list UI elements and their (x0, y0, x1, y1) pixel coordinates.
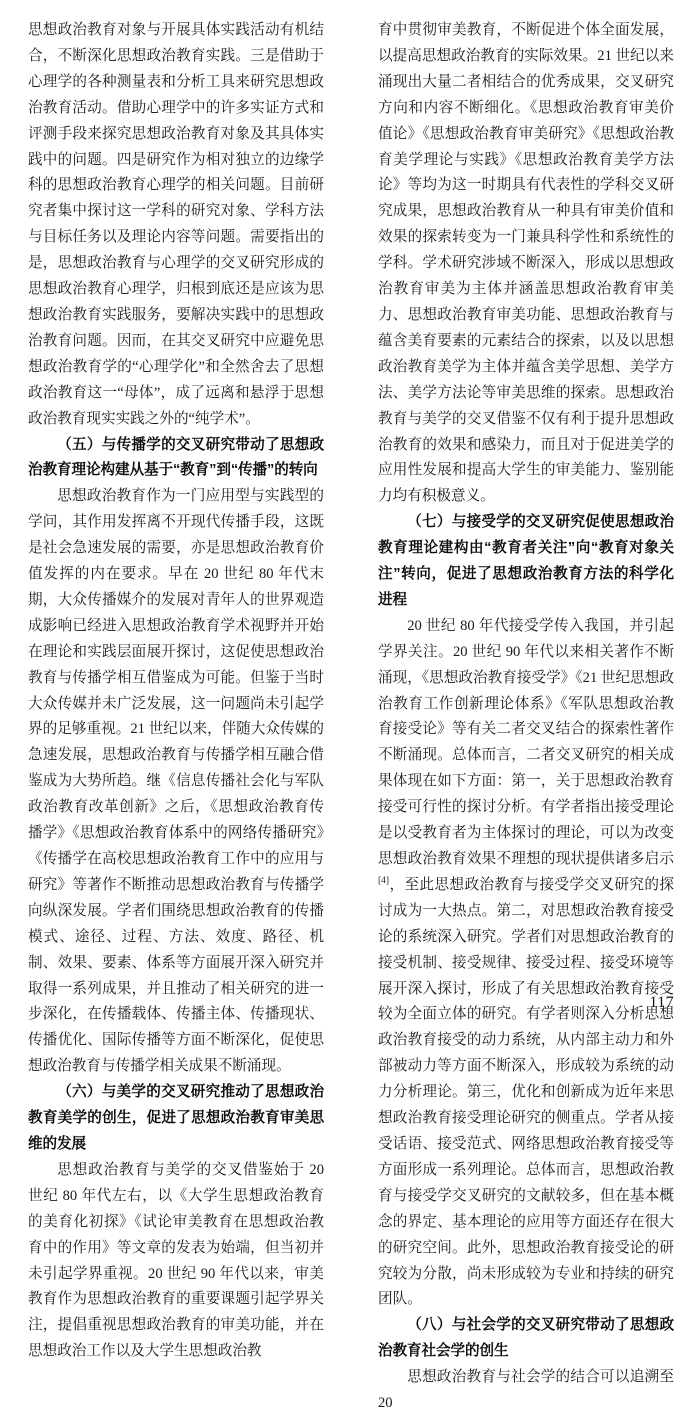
paragraph-reception-studies (378, 614, 674, 1313)
section-heading-seven: （七）与接受学的交叉研究促使思想政治教育理论建构由“教育者关注”向“教育对象关注”转向，促进了思想政治教育方法的科学化进程 (378, 514, 674, 608)
paragraph-continued-psychology: 思想政治教育对象与开展具体实践活动有机结合，不断深化思想政治教育实践。三是借助于心理学的各种测量表和分析工具来研究思想政治教育活动。借助心理学中的许多实证方式和评测手段来探究思想政治教育对象及其具体实践中的问题。四是研究作为相对独立的边缘学科的思想政治教育心理学的相关问题。目前研究者集中探讨这一学科的研究对象、学科方法与目标任务以及理论内容等问题。需要指出的是，思想政治教育与心理学的交叉研究形成的思想政治教育心理学，归根到底还是应该为思想政治教育实践服务，要解决实践中的思想政治教育问题。因而，在其交叉研究中应避免思想政治教育学的“心理学化”和全然舍去了思想政治教育这一“母体”，成了远离和悬浮于思想政治教育现实实践之外的“纯学术”。 (28, 22, 324, 427)
paragraph-reception-text-after: ，至此思想政治教育与接受学交叉研究的探讨成为一大热点。第二，对思想政治教育接受论的系统深入研究。学者们对思想政治教育的接受机制、接受规律、接受过程、接受环境等展开深入探讨，形成了有关思想政治教育接受较为全面立体的研究。有学者则深入分析思想政治教育接受的动力系统，从内部主动力和外部被动力等方面不断深入，形成较为系统的动力分析理论。第三，优化和创新成为近年来思想政治教育接受理论研究的侧重点。学者从接受话语、接受范式、网络思想政治教育接受等方面形成一系列理论。总体而言，思想政治教育与接受学交叉研究的文献较多，但在基本概念的界定、基本理论的应用等方面还存在很大的研究空间。此外，思想政治教育接受论的研究较为分散，尚未形成较为专业和持续的研究团队。 (378, 876, 674, 1308)
paragraph-sociology: 思想政治教育与社会学的结合可以追溯至 20 (378, 1369, 674, 1412)
section-heading-six: （六）与美学的交叉研究推动了思想政治教育美学的创生，促进了思想政治教育审美思维的发展 (28, 1084, 324, 1152)
paragraph-continued-aesthetics: 育中贯彻审美教育，不断促进个体全面发展，以提高思想政治教育的实际效果。21 世纪以来涌现出大量二者相结合的优秀成果，交叉研究方向和内容不断细化。《思想政治教育审美价值论》《思想政治教育审美研究》《思想政治教育美学理论与实践》《思想政治教育美学方法论》等均为这一时期具有代表性的学科交叉研究成果，思想政治教育从一种具有审美价值和效果的探索转变为一门兼具科学性和系统性的学科。学术研究涉域不断深入，形成以思想政治教育审美为主体并涵盖思想政治教育审美力、思想政治教育审美功能、思想政治教育与蕴含美育要素的元素结合的探索，以及以思想政治教育美学为主体并蕴含美学思想、美学方法、美学方法论等审美思维的探索。思想政治教育与美学的交叉借鉴不仅有利于提升思想政治教育的效果和感染力，而且对于促进美学的应用性发展和提高大学生的审美能力、鉴别能力均有积极意义。 (378, 22, 674, 505)
left-text-column (28, 18, 324, 1365)
paragraph-aesthetics: 思想政治教育与美学的交叉借鉴始于 20 世纪 80 年代左右，以《大学生思想政治教育的美育化初探》《试论审美教育在思想政治教育中的作用》等文章的发表为始端，但当初并未引起学界重视。20 世纪 90 年代以来，审美教育作为思想政治教育的重要课题引起学界关注，提倡重视思想政治教育的审美功能，并在思想政治工作以及大学生思想政治教 (28, 1161, 324, 1360)
section-heading-eight: （八）与社会学的交叉研究带动了思想政治教育社会学的创生 (378, 1317, 674, 1360)
paragraph-reception-text-before: 20 世纪 80 年代接受学传入我国，并引起学界关注。20 世纪 90 年代以来相关著作不断涌现，《思想政治教育接受学》《21 世纪思想政治教育工作创新理论体系》《军队思想政治教育接受论》等有关二者交叉结合的探索性著作不断涌现。总体而言，二者交叉研究的相关成果体现在如下方面：第一，关于思想政治教育接受可行性的探讨分析。有学者指出接受理论是以受教育者为主体探讨的理论，可以为改变思想政治教育效果不理想的现状提供诸多启示 (378, 617, 674, 867)
section-heading-five: （五）与传播学的交叉研究带动了思想政治教育理论构建从基于“教育”到“传播”的转向 (28, 436, 324, 479)
right-text-column (378, 18, 674, 1417)
citation-marker: [4] (378, 876, 390, 887)
page-number: 117 (649, 994, 674, 1011)
paragraph-communication-studies: 思想政治教育作为一门应用型与实践型的学问，其作用发挥离不开现代传播手段，这既是社会急速发展的需要，亦是思想政治教育价值发挥的内在要求。早在 20 世纪 80 年代末期，大众传播媒介的发展对青年人的世界观造成影响已经进入思想政治教育学术视野并开始在理论和实践层面展开探讨，这促使思想政治教育与传播学相互借鉴成为可能。但鉴于当时大众传媒并未广泛发展，这一问题尚未引起学界的足够重视。21 世纪以来，伴随大众传媒的急速发展，思想政治教育与传播学相互融合借鉴成为大势所趋。继《信息传播社会化与军队政治教育改革创新》之后，《思想政治教育传播学》《思想政治教育体系中的网络传播研究》《传播学在高校思想政治教育工作中的应用与研究》等著作不断推动思想政治教育与传播学向纵深发展。学者们围绕思想政治教育的传播模式、途径、过程、方法、效度、路径、机制、效果、要素、体系等方面展开深入研究并取得一系列成果，并且推动了相关研究的进一步深化，在传播载体、传播主体、传播现状、传播优化、国际传播等方面不断深化，促使思想政治教育与传播学相关成果不断涌现。 (28, 488, 324, 1075)
